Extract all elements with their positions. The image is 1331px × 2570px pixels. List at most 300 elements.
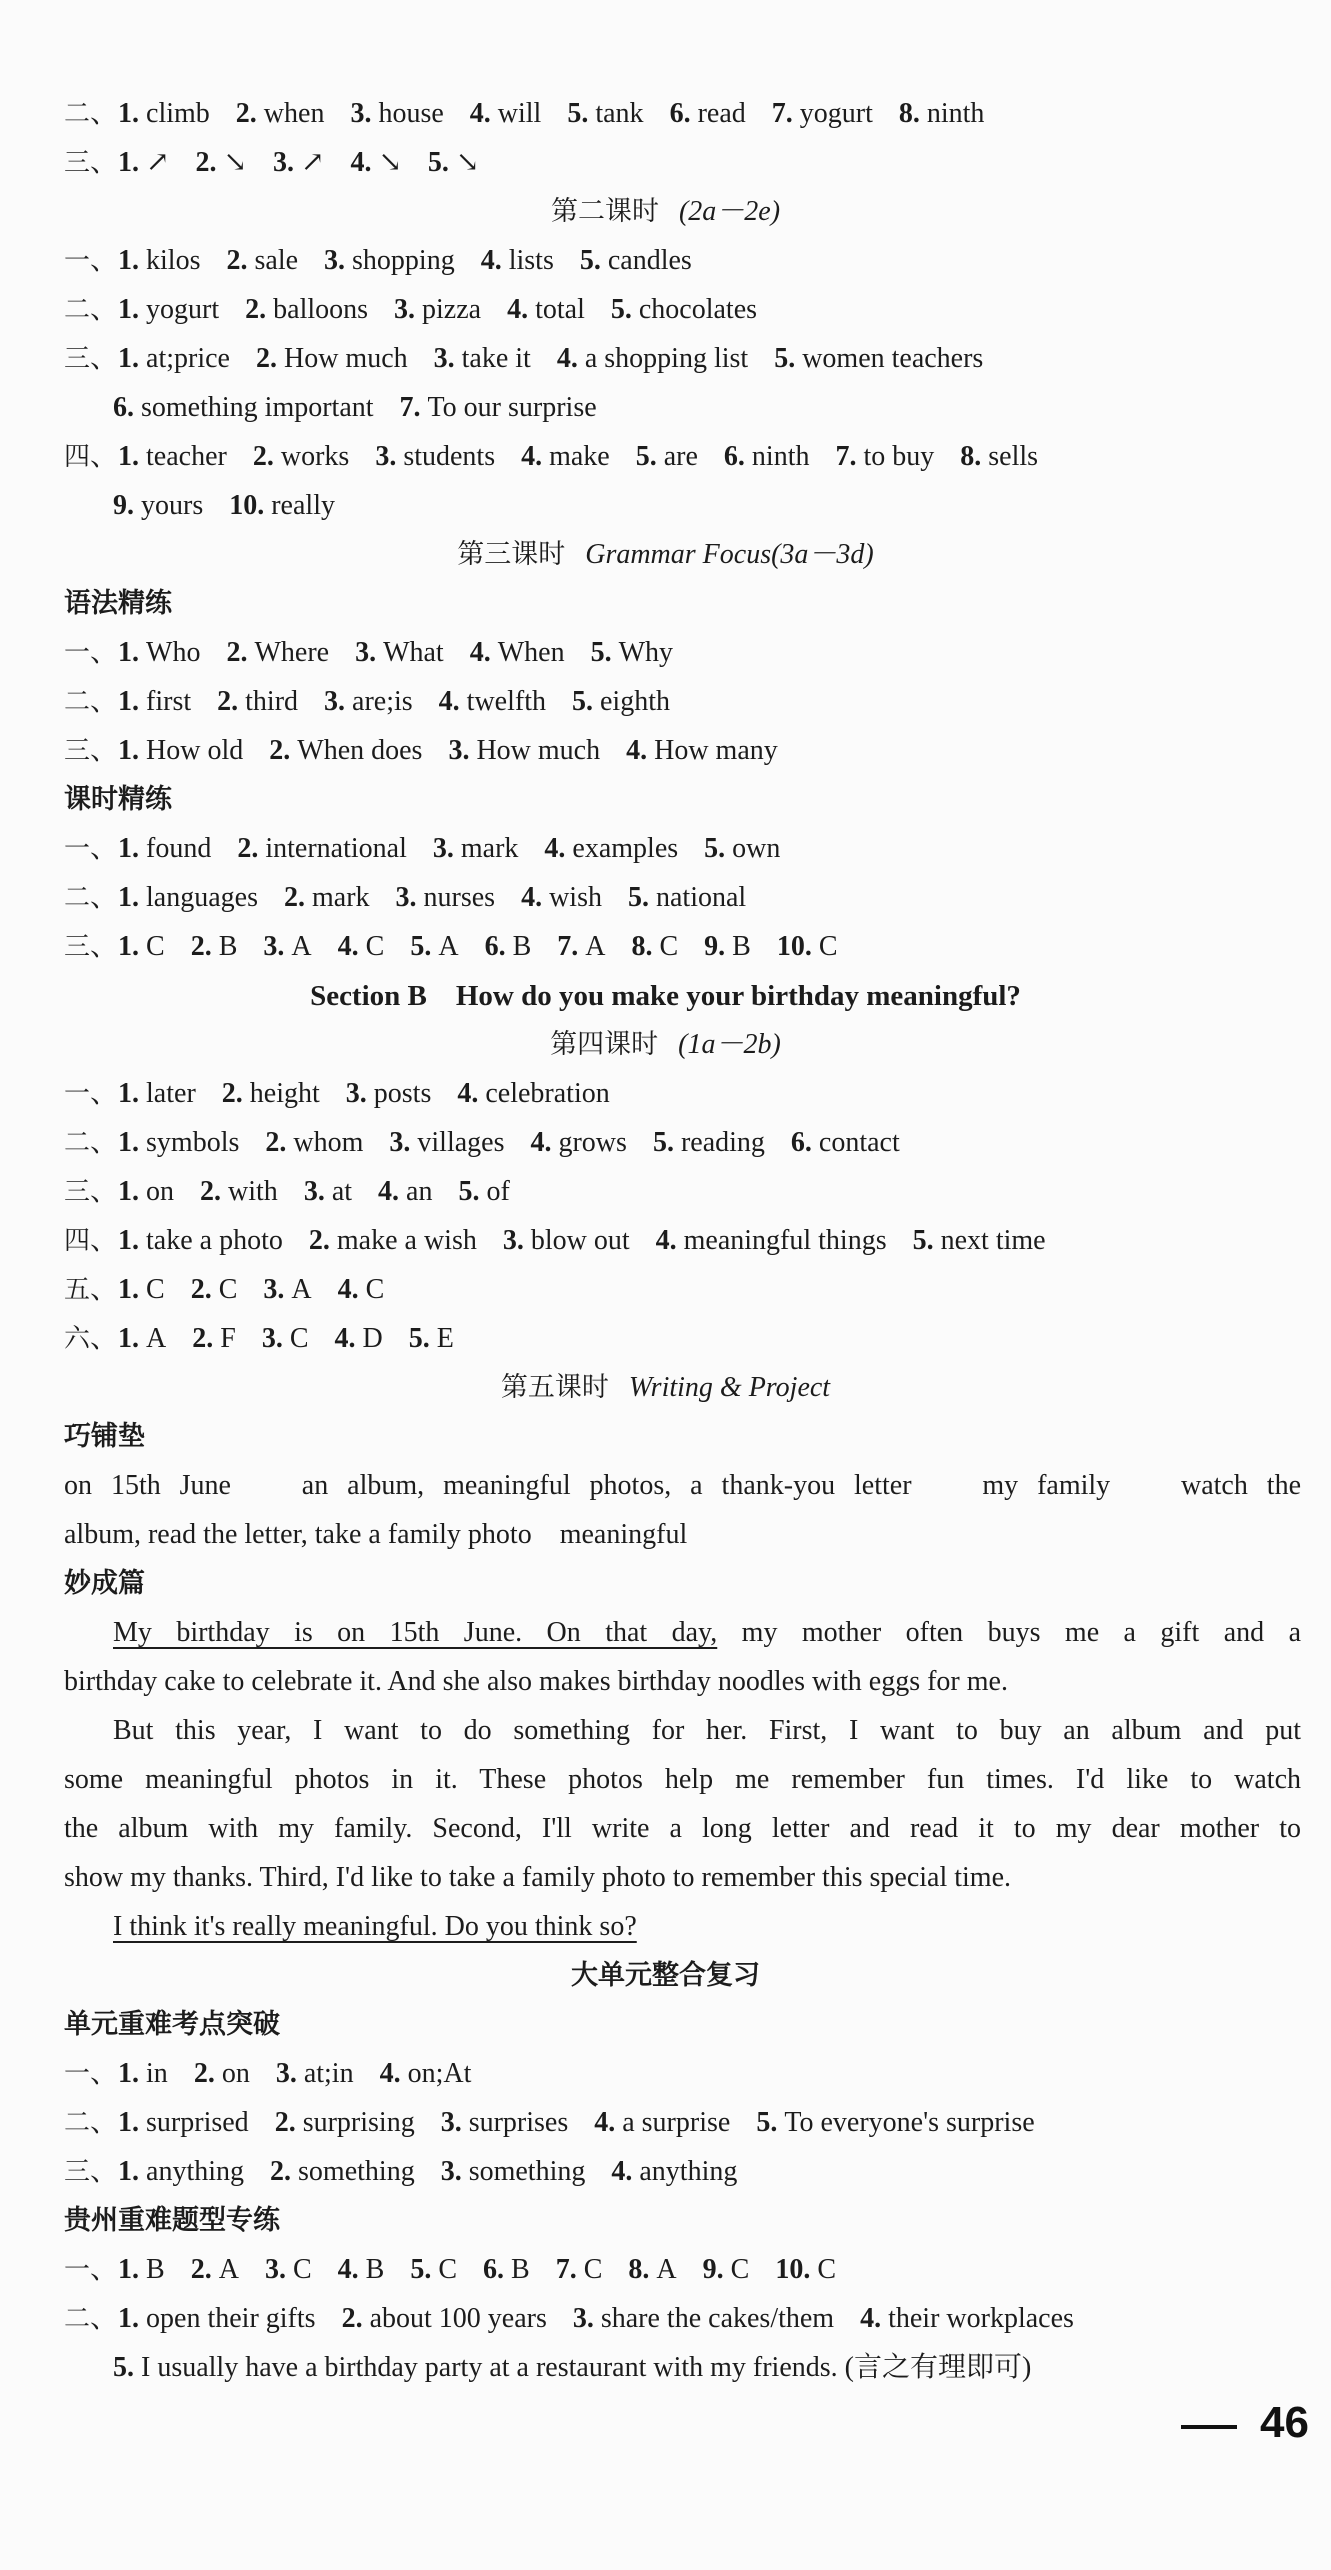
answer-item: 1. languages [118,882,258,913]
answer-text: ↘ [223,147,247,178]
answer-text: A [585,931,606,962]
question-group-mark: 一 [64,834,91,864]
answer-item: 1. How old [118,735,244,766]
answer-number: 5 [567,98,582,129]
answer-text: To our surprise [427,392,597,423]
answer-number: 3 [394,294,409,325]
answer-text: How old [146,735,244,766]
answer-number: 1 [118,735,133,766]
answer-item: 3. How much [448,735,601,766]
answer-text: A [438,931,459,962]
answer-text: in [146,2058,168,2089]
answer-line [113,384,1301,432]
separator: 、 [90,882,119,913]
answer-text: C [289,1323,309,1354]
answer-item: 2. international [237,833,407,864]
answer-item: 2. third [217,686,299,717]
answer-item: 9. B [704,931,751,962]
answer-text: When does [297,735,423,766]
answer-text: teacher [146,441,227,472]
separator: 、 [90,2254,119,2285]
answer-number: 7 [835,441,850,472]
answer-number: 4 [611,2156,626,2187]
answer-line [64,237,1301,285]
answer-number: 9 [113,490,127,521]
lesson-range: Grammar Focus(3a－3d) [585,539,874,570]
answer-number: 9 [702,2254,717,2285]
answer-number: 2 [193,2058,208,2089]
answer-item: 4. an [378,1176,433,1207]
answer-item: 5. own [704,833,781,864]
answer-text: of [486,1176,510,1207]
answer-item: 1. anything [118,2156,245,2187]
answer-item: 1. ↗ [118,147,170,178]
answer-number: 1 [118,1225,133,1256]
answer-item: 2. How much [255,343,408,374]
answer-number: 1 [118,1127,133,1158]
answer-text: are;is [352,686,413,717]
question-group-mark: 一 [64,638,91,668]
answer-item: 2. mark [284,882,370,913]
answer-item: 4. a shopping list [556,343,749,374]
answer-item: 3. at [303,1176,353,1207]
answer-text: blow out [530,1225,630,1256]
answer-text: candles [607,245,692,276]
answer-item: 1. in [118,2058,168,2089]
answer-line [64,1119,1301,1167]
answer-text: chocolates [638,294,758,325]
answer-item: 3. A [263,1274,312,1305]
answer-item: 4. When [469,637,565,668]
essay-text: my mother often buys me a gift and a [717,1617,1302,1648]
answer-text: kilos [146,245,201,276]
answer-item: 8. sells [960,441,1039,472]
answer-item: 1. at;price [118,343,230,374]
underlined-sentence: I think it's really meaningful. Do you think so? [113,1911,637,1942]
answer-number: 3 [350,98,365,129]
answer-text: read [697,98,746,129]
answer-text: mark [312,882,370,913]
question-group-mark: 三 [64,1177,91,1207]
answer-text: lists [508,245,554,276]
answer-number: 1 [118,245,133,276]
question-group-mark: 三 [64,344,91,374]
answer-item: 4. C [337,931,385,962]
answer-text: examples [572,833,679,864]
separator: 、 [90,1127,119,1158]
answer-item: 5. candles [579,245,692,276]
answer-number: 3 [440,2107,455,2138]
answer-number: 3 [502,1225,517,1256]
answer-number: 3 [375,441,390,472]
separator: 、 [90,931,119,962]
answer-number: 3 [272,147,287,178]
lesson-title: 第四课时 [550,1029,659,1060]
answer-text: C [438,2254,458,2285]
answer-item: 5. are [635,441,698,472]
answer-line [64,433,1301,481]
question-group-mark: 一 [64,246,91,276]
answer-text: When [497,637,565,668]
answer-item: 4. celebration [457,1078,610,1109]
answer-text: nurses [423,882,496,913]
answer-number: 1 [118,637,133,668]
answer-text: How many [654,735,778,766]
answer-text: a surprise [622,2107,731,2138]
answer-text: What [383,637,444,668]
answer-number: 3 [572,2303,587,2334]
answer-item: 7. C [555,2254,603,2285]
answer-text: really [271,490,335,521]
question-group-mark: 二 [64,2108,91,2138]
answer-number: 4 [626,735,641,766]
answer-item: 5. A [410,931,459,962]
question-group-mark: 四 [64,442,91,472]
answer-item: 3. C [264,2254,312,2285]
answer-text: about 100 years [369,2303,547,2334]
answer-text: an [406,1176,433,1207]
answer-text: works [280,441,350,472]
answer-text: tank [595,98,644,129]
answer-item: 2. with [200,1176,278,1207]
answer-item: 4. grows [530,1127,627,1158]
answer-line [113,482,1301,530]
answer-number: 5 [410,931,425,962]
answer-item: 9. C [702,2254,750,2285]
answer-number: 5 [590,637,605,668]
answer-number: 7 [557,931,572,962]
answer-item: 2. When does [269,735,423,766]
answer-item: 1. found [118,833,212,864]
answer-line [64,825,1301,873]
answer-item: 1. symbols [118,1127,240,1158]
answer-number: 3 [433,343,448,374]
answer-item: 1. on [118,1176,175,1207]
answer-text: posts [373,1078,432,1109]
answer-item: 3. shopping [324,245,455,276]
answer-item: 10. C [775,2254,836,2285]
answer-number: 2 [341,2303,356,2334]
answer-text: contact [818,1127,900,1158]
answer-item: 4. meaningful things [655,1225,887,1256]
subsection-heading: 贵州重难题型专练 [64,2205,280,2236]
answer-item: 5. reading [652,1127,765,1158]
answer-item: 2. surprising [274,2107,415,2138]
answer-number: 2 [221,1078,236,1109]
answer-text: How much [476,735,601,766]
answer-item: 7. To our surprise [399,392,597,423]
answer-line [64,286,1301,334]
question-group-mark: 三 [64,736,91,766]
answer-item: 4. lists [480,245,554,276]
answer-item: 1. teacher [118,441,227,472]
answer-item: 3. blow out [502,1225,630,1256]
answer-item: 4. make [521,441,610,472]
answer-text: I usually have a birthday party at a restaurant with my friends. (言之有理即可) [141,2352,1032,2383]
subsection-heading: 巧铺垫 [64,1421,145,1452]
separator: 、 [90,1274,119,1305]
answer-item: 5. C [410,2254,458,2285]
answer-text: C [659,931,679,962]
answer-text: yours [141,490,204,521]
answer-number: 3 [324,686,339,717]
answer-number: 3 [440,2156,455,2187]
answer-number: 6 [669,98,684,129]
answer-number: 4 [594,2107,609,2138]
answer-line [64,874,1301,922]
answer-item: 2. B [190,931,238,962]
answer-text: C [730,2254,750,2285]
answer-item: 1. C [118,1274,165,1305]
answer-text: Where [254,637,330,668]
answer-number: 1 [118,833,133,864]
answer-number: 2 [252,441,267,472]
answer-text: B [365,2254,385,2285]
answer-item: 2. height [221,1078,320,1109]
answer-text: C [365,931,385,962]
answer-number: 1 [118,294,133,325]
essay-line: But this year, I want to do something for her. First, I want to buy an album and put [113,1715,1301,1746]
answer-item: 4. total [507,294,585,325]
answer-number: 3 [263,1274,278,1305]
answer-number: 3 [345,1078,360,1109]
answer-text: reading [680,1127,765,1158]
answer-number: 2 [235,98,250,129]
answer-text: share the cakes/them [600,2303,835,2334]
answer-item: 1. surprised [118,2107,249,2138]
answer-number: 5 [408,1323,423,1354]
answer-item: 4. D [334,1323,383,1354]
answer-line [64,923,1301,971]
answer-text: are [663,441,698,472]
answer-number: 3 [355,637,370,668]
subsection-heading: 妙成篇 [64,1568,145,1599]
answer-text: surprised [146,2107,249,2138]
essay-line: birthday cake to celebrate it. And she also makes birthday noodles with eggs for me. [64,1666,1008,1697]
answer-number: 1 [118,1176,133,1207]
page-number-dash [1181,2425,1237,2429]
answer-item: 2. whom [265,1127,364,1158]
answer-number: 5 [652,1127,667,1158]
answer-line [64,1070,1301,1118]
answer-text: C [583,2254,603,2285]
answer-text: found [146,833,212,864]
answer-number: 1 [118,441,133,472]
answer-text: C [146,931,165,962]
answer-item: 1. Who [118,637,201,668]
answer-number: 8 [631,931,646,962]
answer-number: 3 [261,1323,276,1354]
answer-number: 8 [898,98,913,129]
answer-item: 2. ↘ [195,147,247,178]
answer-line [64,1315,1301,1363]
answer-number: 2 [255,343,270,374]
answer-text: C [146,1274,165,1305]
answer-item: 3. posts [345,1078,432,1109]
answer-number: 1 [118,1078,133,1109]
answer-number: 4 [337,2254,352,2285]
answer-item: 6. read [669,98,746,129]
answer-text: C [818,931,838,962]
question-group-mark: 二 [64,687,91,717]
answer-text: a shopping list [584,343,749,374]
answer-text: third [245,686,299,717]
question-group-mark: 二 [64,295,91,325]
subsection-heading: 单元重难考点突破 [64,2009,280,2040]
lesson-heading [0,1364,1331,1412]
answer-item: 2. F [192,1323,236,1354]
separator: 、 [90,343,119,374]
answer-text: ninth [751,441,810,472]
answer-text: will [497,98,542,129]
answer-item: 6. B [483,2254,530,2285]
answer-item: 4. How many [626,735,778,766]
answer-item: 10. C [776,931,838,962]
answer-item: 2. about 100 years [341,2303,547,2334]
essay-line: some meaningful photos in it. These photos help me remember fun times. I'd like to watch [64,1764,1301,1795]
answer-item: 10. really [229,490,335,521]
answer-text: students [403,441,496,472]
question-group-mark: 二 [64,883,91,913]
answer-number: 3 [324,245,339,276]
answer-number: 1 [118,2303,133,2334]
answer-text: women teachers [802,343,984,374]
answer-number: 2 [195,147,210,178]
answer-number: 2 [269,735,284,766]
answer-number: 4 [507,294,522,325]
review-heading: 大单元整合复习 [571,1960,760,1991]
answer-number: 2 [308,1225,323,1256]
answer-text: yogurt [146,294,220,325]
answer-number: 1 [118,2254,133,2285]
answer-item: 5. next time [912,1225,1046,1256]
answer-item: 6. contact [790,1127,900,1158]
answer-text: grows [558,1127,627,1158]
answer-number: 2 [265,1127,280,1158]
answer-item: 1. C [118,931,165,962]
answer-number: 10 [776,931,805,962]
answer-item: 2. when [235,98,325,129]
answer-item: 3. pizza [394,294,482,325]
answer-number: 4 [457,1078,472,1109]
answer-text: anything [639,2156,738,2187]
answer-number: 9 [704,931,719,962]
answer-text: ↘ [455,147,480,178]
answer-number: 1 [118,343,133,374]
answer-number: 5 [458,1176,473,1207]
essay-line: show my thanks. Third, I'd like to take a family photo to remember this special time. [64,1862,1011,1893]
answer-line [64,1266,1301,1314]
answer-number: 5 [571,686,586,717]
answer-text: first [146,686,192,717]
answer-text: something [468,2156,586,2187]
answer-number: 2 [200,1176,215,1207]
answer-text: balloons [273,294,369,325]
answer-item: 3. house [350,98,444,129]
separator: 、 [90,147,119,178]
answer-text: at [331,1176,353,1207]
answer-number: 5 [627,882,642,913]
separator: 、 [90,735,119,766]
question-group-mark: 一 [64,2255,91,2285]
answer-item: 3. something [440,2156,586,2187]
answer-item: 3. ↗ [272,147,325,178]
answer-text: C [817,2254,836,2285]
answer-item: 5. eighth [571,686,670,717]
answer-number: 4 [334,1323,349,1354]
answer-item: 2. balloons [245,294,369,325]
answer-item: 4. on;At [379,2058,472,2089]
question-group-mark: 五 [64,1275,91,1305]
separator: 、 [90,1078,119,1109]
answer-line [64,2295,1301,2343]
answer-item: 5. E [408,1323,454,1354]
answer-text: B [512,931,532,962]
answer-line [64,335,1301,383]
answer-line [64,1168,1301,1216]
answer-number: 10 [229,490,258,521]
answer-item: 2. on [193,2058,250,2089]
answer-number: 3 [395,882,410,913]
answer-number: 6 [790,1127,805,1158]
lesson-range: Writing & Project [628,1372,831,1403]
answer-number: 7 [555,2254,570,2285]
answer-number: 3 [389,1127,404,1158]
essay-line: the album with my family. Second, I'll write a long letter and read it to my dear mother to [64,1813,1301,1844]
answer-number: 2 [190,931,205,962]
lesson-heading [0,531,1331,579]
answer-text: A [656,2254,677,2285]
answer-text: F [220,1323,236,1354]
answer-item: 1. open their gifts [118,2303,316,2334]
answer-text: next time [940,1225,1046,1256]
answer-text: C [292,2254,312,2285]
lesson-range: (2a－2e) [678,196,781,227]
answer-number: 3 [448,735,463,766]
answer-item: 2. something [270,2156,415,2187]
answer-item: 1. later [118,1078,196,1109]
answer-text: sale [254,245,299,276]
answer-line [64,2246,1301,2294]
answer-text: on [146,1176,175,1207]
essay-line [113,1609,1301,1657]
answer-text: height [249,1078,320,1109]
answer-text: ↘ [378,147,402,178]
answer-item: 7. yogurt [771,98,873,129]
answer-item: 1. yogurt [118,294,220,325]
answer-item: 3. share the cakes/them [572,2303,835,2334]
answer-line [64,678,1301,726]
answer-number: 1 [118,686,133,717]
answer-text: later [146,1078,196,1109]
answer-number: 1 [118,2156,133,2187]
answer-text: To everyone's surprise [784,2107,1035,2138]
answer-number: 6 [723,441,738,472]
answer-number: 8 [960,441,975,472]
answer-text: international [265,833,407,864]
answer-item: 1. A [118,1323,167,1354]
answer-number: 2 [190,1274,205,1305]
answer-text: B [511,2254,530,2285]
answer-number: 3 [275,2058,290,2089]
answer-text: villages [417,1127,505,1158]
answer-line [64,2099,1301,2147]
answer-item: 3. A [263,931,312,962]
answer-item: 3. take it [433,343,531,374]
answer-text: C [218,1274,238,1305]
answer-line [113,2344,1301,2392]
answer-number: 4 [378,1176,393,1207]
